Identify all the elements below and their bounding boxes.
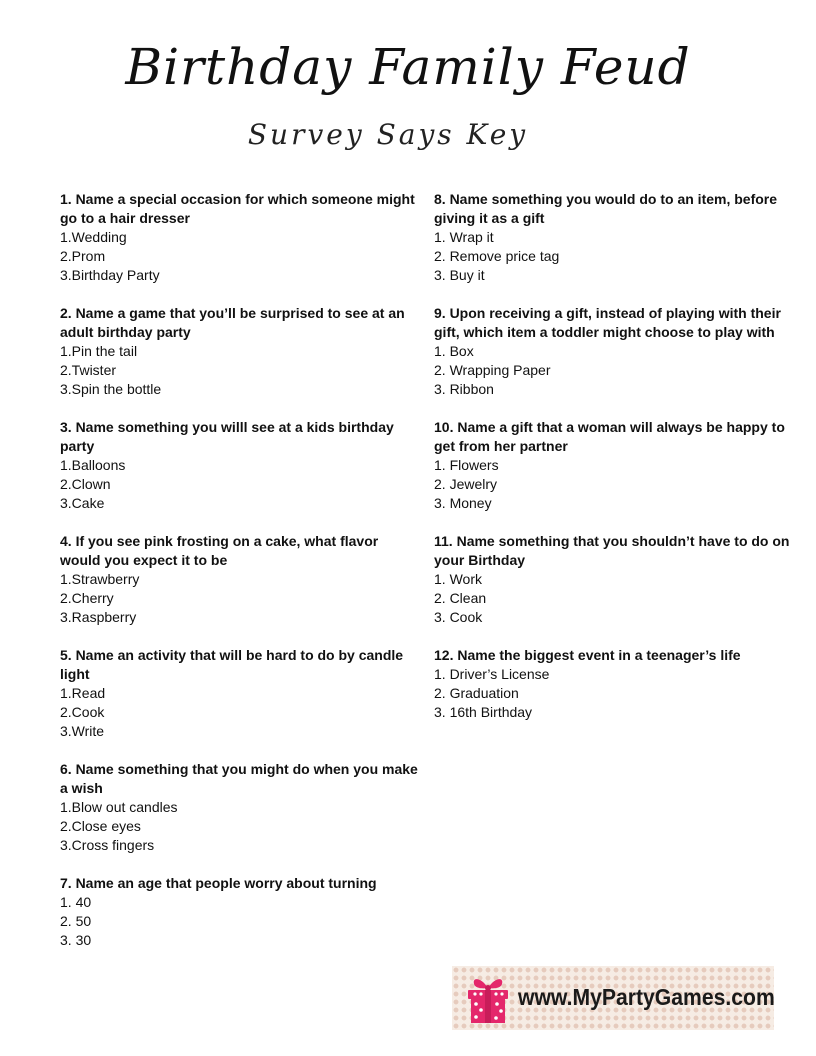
answer-item: 2.Close eyes [60,818,141,834]
answer-item: 2. Clean [434,590,487,606]
answer-item: 3.Cross fingers [60,837,155,853]
answer-item: 1. Work [434,571,482,587]
answer-item: 2.Clown [60,476,111,492]
question-text: 5. Name an activity that will be hard to do by candle light [60,647,404,682]
site-url[interactable]: www.MyPartyGames.com [518,984,775,1010]
answer-item: 3. Buy it [434,267,485,283]
answer-item: 3.Cake [60,495,105,511]
answer-item: 1.Strawberry [60,571,140,587]
answer-item: 3.Write [60,723,105,739]
answer-item: 3. Money [434,495,492,511]
question-block [434,646,794,722]
question-block [434,190,794,285]
answer-item: 2.Cherry [60,590,114,606]
question-text: 9. Upon receiving a gift, instead of playing with their gift, which item a toddler might choose to play with [434,305,781,340]
answer-item: 1.Read [60,685,106,701]
question-block [60,646,420,741]
answer-item: 1.Wedding [60,229,127,245]
answer-item: 3. 16th Birthday [434,704,533,720]
answer-item: 3.Raspberry [60,609,137,625]
answer-item: 2.Cook [60,704,105,720]
answer-item: 3.Spin the bottle [60,381,162,397]
question-block [60,532,420,627]
question-text: 10. Name a gift that a woman will always be happy to get from her partner [434,419,785,454]
question-block [60,874,420,950]
page-subtitle: Survey Says Key [247,118,529,151]
questions-column-right [434,190,794,741]
question-block [434,532,794,627]
answer-item: 2.Twister [60,362,117,378]
answer-item: 2. 50 [60,913,92,929]
question-block [60,190,420,285]
question-text: 8. Name something you would do to an item, before giving it as a gift [434,191,778,226]
gift-icon [460,970,516,1026]
answer-item: 2. Remove price tag [434,248,560,264]
question-text: 12. Name the biggest event in a teenager’s life [434,647,741,663]
answer-item: 2. Wrapping Paper [434,362,551,378]
answer-item: 1. 40 [60,894,92,910]
answer-item: 1.Balloons [60,457,126,473]
question-text: 7. Name an age that people worry about turning [60,875,377,891]
answer-item: 1. Flowers [434,457,499,473]
answer-item: 3. Ribbon [434,381,494,397]
questions-column-left [60,190,420,969]
answer-item: 1.Pin the tail [60,343,138,359]
question-text: 11. Name something that you shouldn’t have to do on your Birthday [434,533,790,568]
question-text: 4. If you see pink frosting on a cake, what flavor would you expect it to be [60,533,379,568]
answer-item: 2. Jewelry [434,476,498,492]
answer-item: 3. 30 [60,932,92,948]
question-block [60,304,420,399]
question-block [60,760,420,855]
answer-item: 2.Prom [60,248,106,264]
site-logo-banner[interactable] [452,966,774,1030]
question-block [60,418,420,513]
answer-item: 3. Cook [434,609,483,625]
answer-item: 1. Box [434,343,474,359]
answer-item: 1.Blow out candles [60,799,178,815]
answer-item: 3.Birthday Party [60,267,160,283]
question-block [434,418,794,513]
question-text: 2. Name a game that you’ll be surprised to see at an adult birthday party [60,305,405,340]
answer-item: 2. Graduation [434,685,519,701]
page-title: Birthday Family Feud [125,38,691,96]
answer-item: 1. Wrap it [434,229,494,245]
question-text: 6. Name something that you might do when you make a wish [60,761,418,796]
answer-item: 1. Driver’s License [434,666,550,682]
question-text: 3. Name something you willl see at a kids birthday party [60,419,394,454]
question-block [434,304,794,399]
question-text: 1. Name a special occasion for which someone might go to a hair dresser [60,191,415,226]
